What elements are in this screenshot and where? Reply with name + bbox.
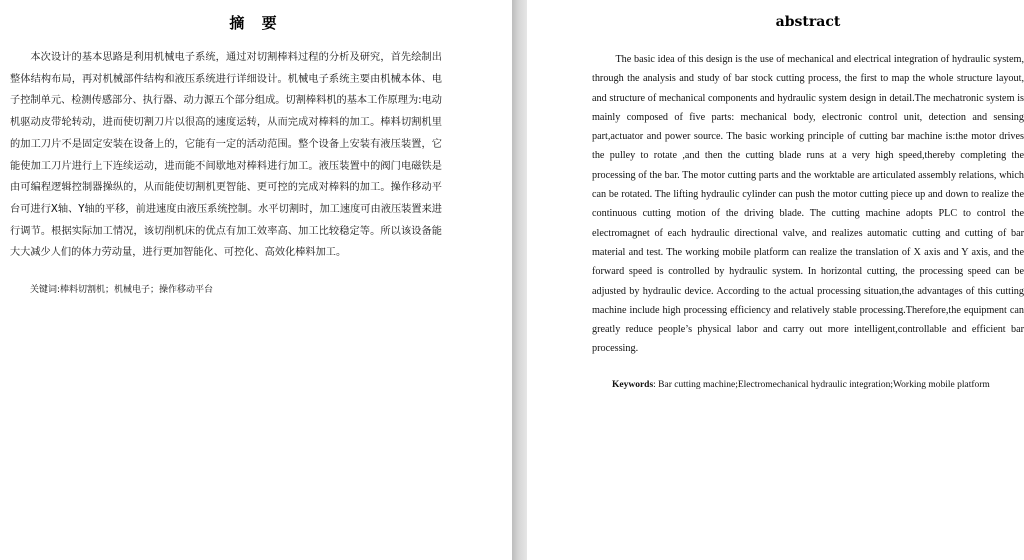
chinese-abstract-title: 摘 要	[229, 14, 283, 32]
chinese-abstract-body: 本次设计的基本思路是利用机械电子系统，通过对切割棒料过程的分析及研究，首先绘制出整体结构布局，再对机械部件结构和液压系统进行详细设计。机械电子系统主要由机械本体、电子控制单元、检测传感部分、执行器、动力源五个部分组成。切割棒料机的基本工作原理为:电动机驱动皮带轮转动，进而使切割刀片以很高的速度运转，从而完成对棒料的加工。棒料切割机里的加工刀片不是固定安装在设备上的，它能有一定的活动范围。整个设备上安装有液压装置，它能使加工刀片进行上下连续运动，进而能不间歇地对棒料进行加工。液压装置中的阀门电磁铁是由可编程逻辑控制器操纵的，从而能使切割机更智能、更可控的完成对棒料的加工。操作移动平台可进行X轴、Y轴的平移，前进速度由液压系统控制。水平切割时，加工速度可由液压装置来进行调节。根据实际加工情况，该切削机床的优点有加工效率高、加工比较稳定等。所以该设备能大大减少人们的体力劳动量，进行更加智能化、可控化、高效化棒料加工。	[10, 52, 442, 259]
english-keywords	[612, 380, 1024, 390]
english-abstract-body: The basic idea of this design is the use of mechanical and electrical integration of hydraulic system, through the analysis and study of bar stock cutting process, the first to map the whole structure layout, and structure of mechanical components and hydraulic system design in detail.The mechatronic system is mainly composed of five parts: mechanical body, electronic control unit, detection and sensing part,actuator and power source. The basic working principle of cutting bar machine is:the motor drives the pulley to rotate ,and then the cutting blade runs at a very high speed,thereby completing the processing of the bar. The motor cutting parts and the worktable are articulated assembly relations, which can be rotated. The lifting hydraulic cylinder can push the motor cutting piece up and down to realize the continuous cutting motion of the driving blade. The cutting machine adopts PLC to control the electromagnet of each hydraulic directional valve, and realizes automatic cutting and cutting of bar material and test. The working mobile platform can realize the translation of X axis and Y axis, and the forward speed is controlled by hydraulic system. In horizontal cutting, the processing speed can be adjusted by hydraulic device. According to the actual processing situation,the advantages of this cutting machine include high processing efficiency and relatively stable processing.Therefore,the equipment can greatly reduce people’s physical labor and carry out more intelligent,controllable and efficient bar processing.	[592, 54, 1024, 355]
page-gutter	[512, 0, 527, 560]
keywords-label: Keywords	[612, 379, 654, 390]
english-abstract-page	[527, 0, 1024, 560]
chinese-keywords: 关键词:棒料切割机；机械电子；操作移动平台	[30, 285, 214, 296]
keywords-text: : Bar cutting machine;Electromechanical hydraulic integration;Working mobile platform	[653, 379, 990, 390]
english-abstract-title: abstract	[775, 14, 841, 30]
